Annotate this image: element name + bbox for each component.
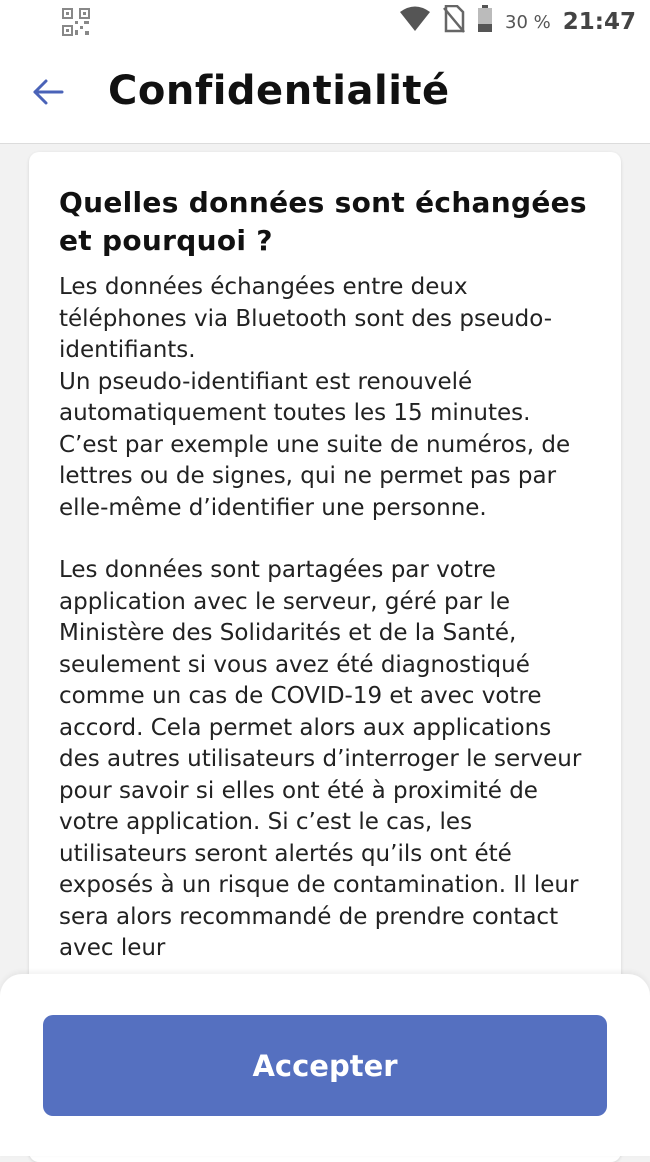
wifi-icon xyxy=(399,6,431,38)
paragraph-data-sharing: Les données sont partagées par votre application avec le serveur, géré par le Ministère des Solidarités et de la Santé, seulement si vous avez été diagnostiqué comme un cas de COVID-19 et avec votre accord. Cela permet alors aux applications des autres utilisateurs d’interroger le serveur pour savoir si elles ont été à proximité de votre application. Si c’est le cas, les utilisateurs seront alertés qu’ils ont été exposés à un risque de contamination. Il leur sera alors recommandé de prendre contact avec leur xyxy=(59,557,582,961)
section-heading: Quelles données sont échangées et pourquoi ? xyxy=(59,186,587,257)
battery-icon xyxy=(477,5,493,39)
paragraph-pseudo-identifiers: Les données échangées entre deux téléphones via Bluetooth sont des pseudo-identifiants. Un pseudo-identifiant est renouvelé automatiquement toutes les 15 minutes. C’est par exemple une suite de numéros, de lettres ou de signes, qui ne permet pas par elle-même d’identifier une personne. xyxy=(59,274,571,521)
battery-percent: 30 % xyxy=(505,11,551,33)
accept-button[interactable]: Accepter xyxy=(43,1015,607,1116)
qr-code-icon xyxy=(62,8,90,40)
page-title: Confidentialité xyxy=(108,68,450,114)
arrow-left-icon xyxy=(32,78,64,110)
app-bar xyxy=(0,44,650,144)
no-sim-icon xyxy=(443,5,465,39)
back-button[interactable] xyxy=(24,70,72,118)
clock: 21:47 xyxy=(562,9,636,35)
status-bar xyxy=(0,0,650,44)
bottom-panel xyxy=(0,974,650,1156)
